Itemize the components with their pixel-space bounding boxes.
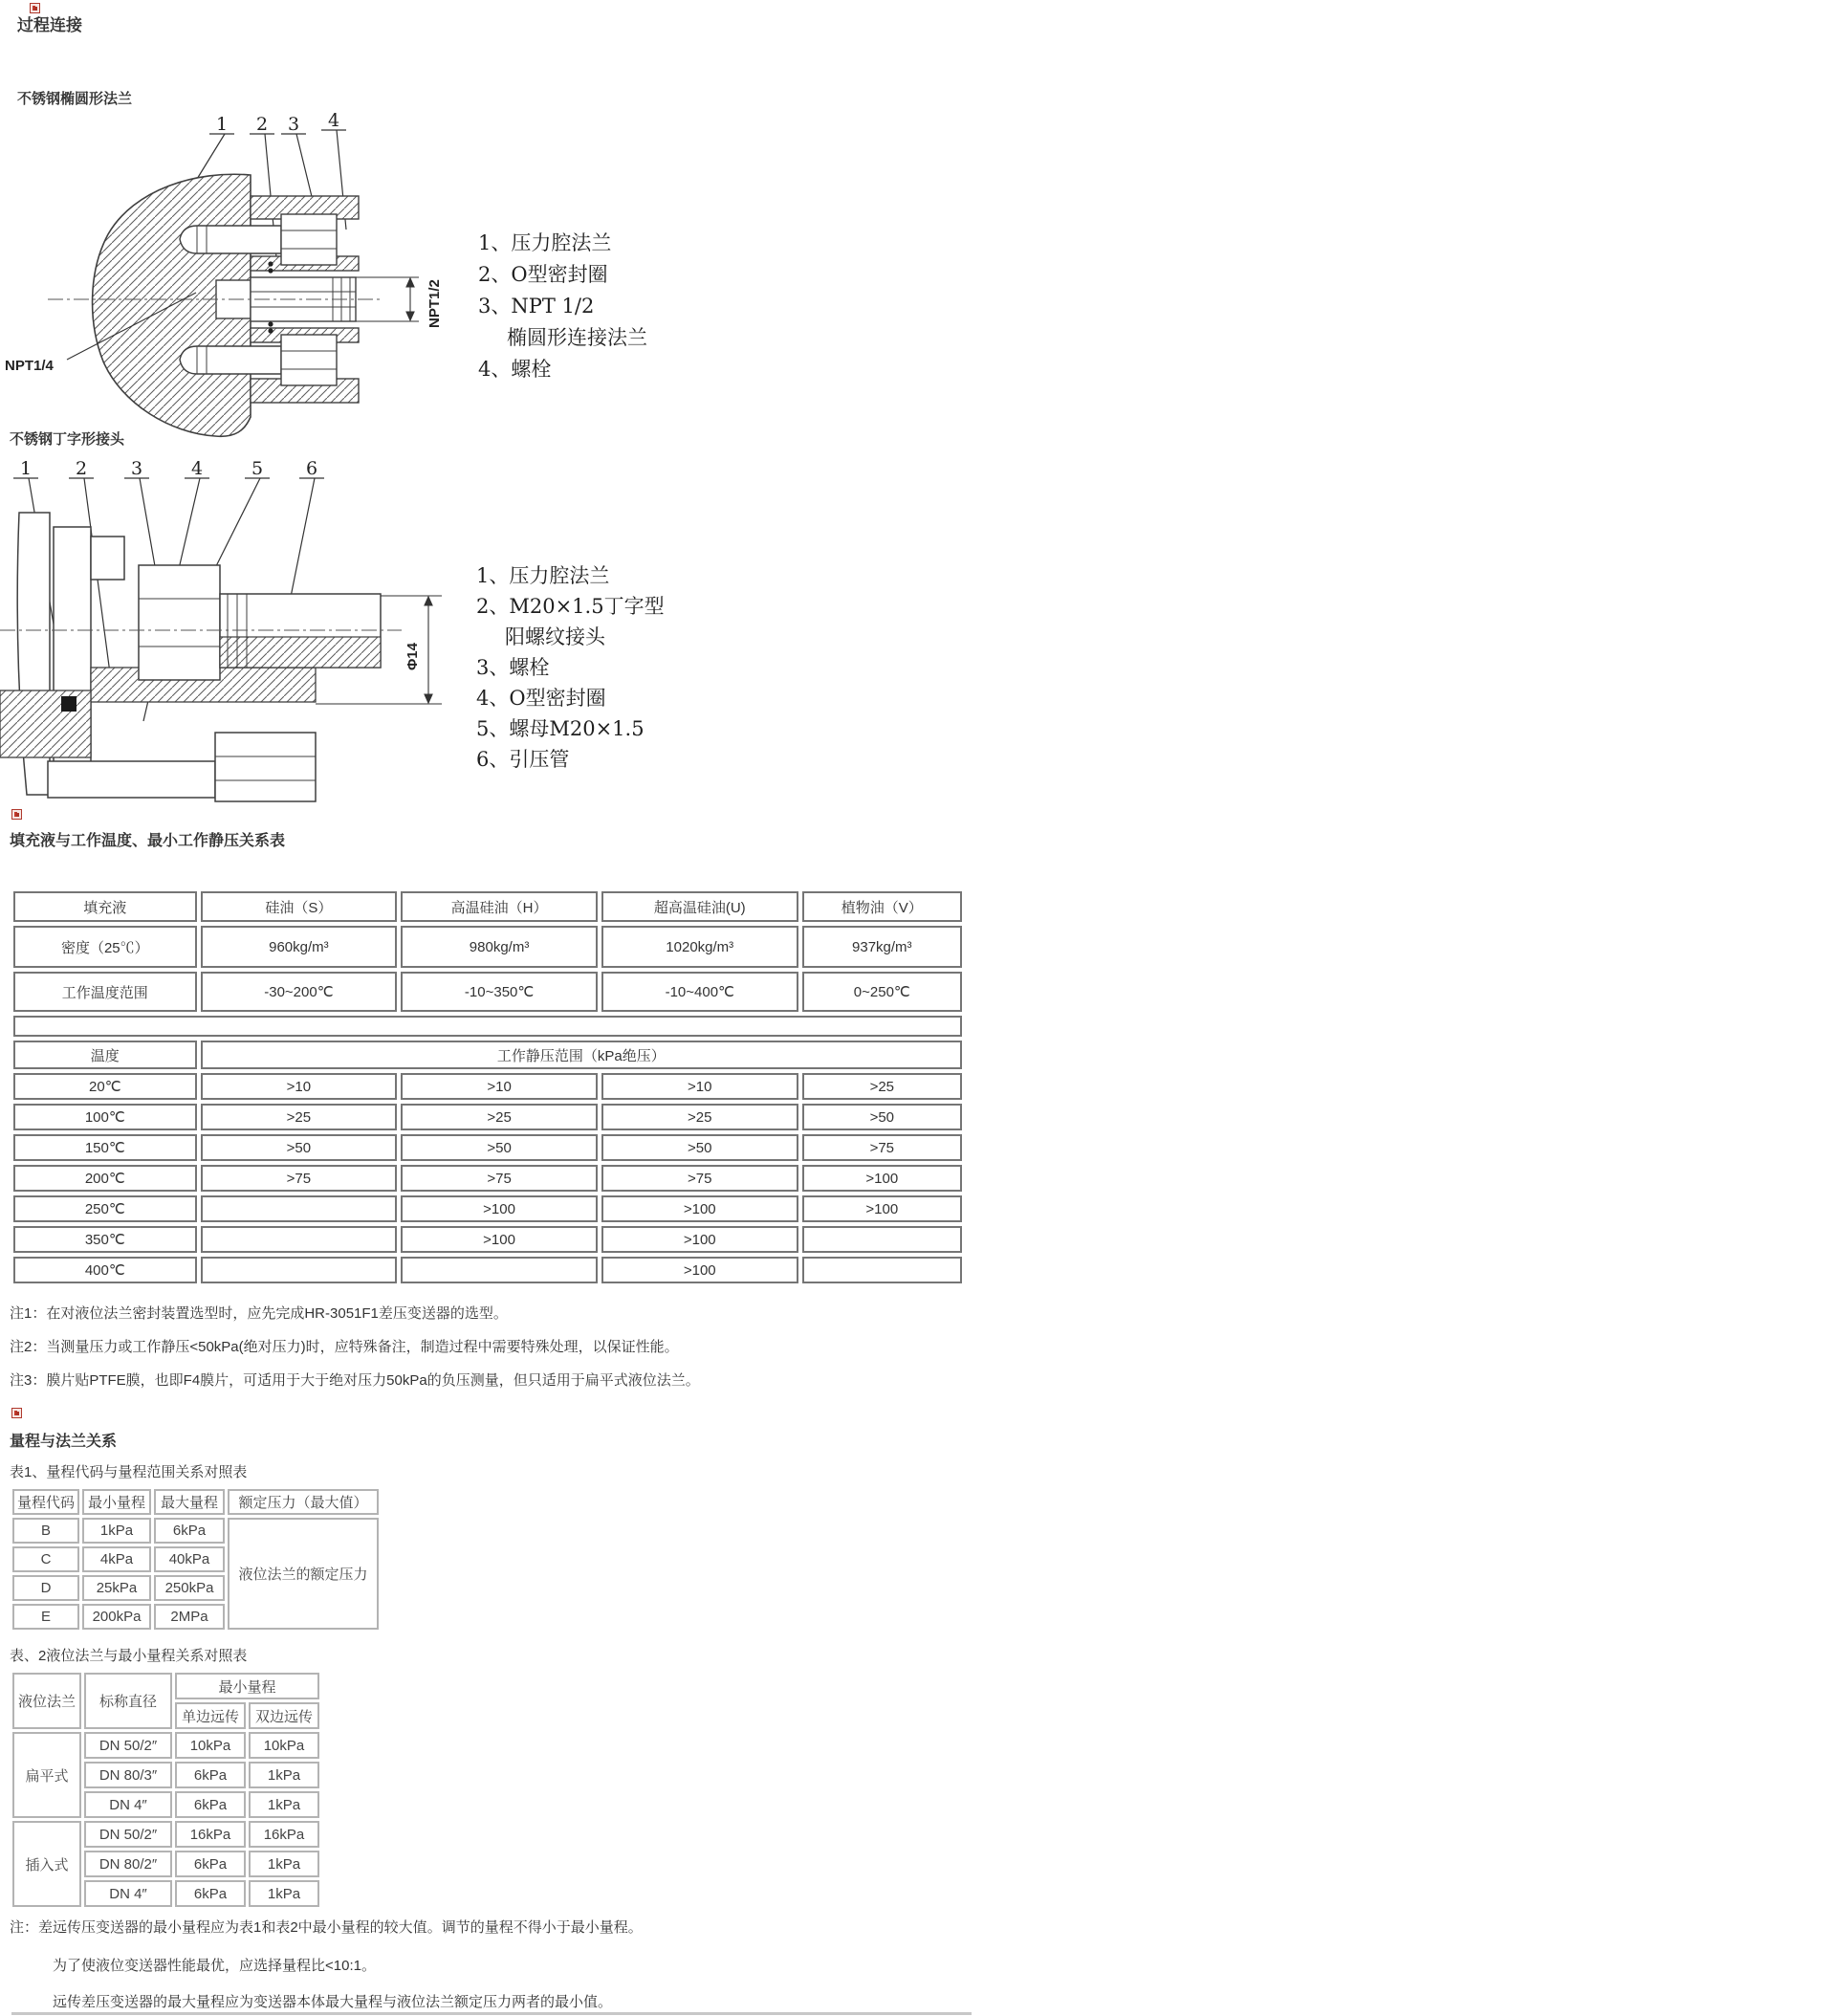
table-cell: >75 [201, 1165, 398, 1192]
table-cell: 960kg/m³ [201, 926, 398, 968]
table-row [13, 926, 962, 968]
elliptical-flange-diagram [0, 105, 488, 440]
table2-caption: 表、2液位法兰与最小量程关系对照表 [10, 1648, 248, 1664]
table-header-cell: 最大量程 [154, 1489, 225, 1515]
table-cell: 10kPa [175, 1732, 246, 1759]
table-header-cell: 标称直径 [84, 1673, 172, 1729]
table-cell-empty [13, 1016, 962, 1037]
table-cell: 1kPa [249, 1880, 319, 1907]
table-cell: C [12, 1546, 79, 1572]
flange-min-range-table [10, 1670, 322, 1910]
table-row [13, 891, 962, 922]
table-merged-cell: 插入式 [12, 1821, 81, 1907]
table-row [13, 1226, 962, 1253]
table-cell: >100 [601, 1226, 798, 1253]
table-cell: E [12, 1604, 79, 1630]
note-1: 注1：在对液位法兰密封装置选型时，应先完成HR-3051F1差压变送器的选型。 [10, 1305, 508, 1322]
legend-item-wrap: 椭圆形连接法兰 [507, 326, 647, 349]
table-row [12, 1518, 379, 1544]
legend-item-wrap: 阳螺纹接头 [505, 625, 605, 648]
table-cell [401, 1257, 598, 1283]
table-header-cell: 液位法兰 [12, 1673, 81, 1729]
legend-item: 4、O型密封圈 [476, 687, 606, 710]
table-row [13, 1041, 962, 1069]
table-row [12, 1673, 319, 1699]
legend-item: 5、螺母M20×1.5 [476, 717, 645, 740]
legend-item: 2、O型密封圈 [478, 263, 608, 286]
table-header-cell: 填充液 [13, 891, 197, 922]
table-cell: 6kPa [175, 1791, 246, 1818]
table-cell: 1kPa [249, 1762, 319, 1788]
table-cell [201, 1226, 398, 1253]
table-header-cell: 单边远传 [175, 1702, 246, 1729]
npt12-dimension [356, 277, 443, 328]
table-cell: DN 4″ [84, 1880, 172, 1907]
table-cell: 350℃ [13, 1226, 197, 1253]
range-flange-title: 量程与法兰关系 [10, 1434, 118, 1450]
table-cell: >50 [401, 1134, 598, 1161]
table-cell: 1kPa [82, 1518, 151, 1544]
table-row [13, 1134, 962, 1161]
table-header-cell: 双边远传 [249, 1702, 319, 1729]
table-cell: 40kPa [154, 1546, 225, 1572]
table-cell: 937kg/m³ [802, 926, 962, 968]
npt12-label: NPT1/2 [426, 279, 443, 328]
callout-1: 1 [20, 458, 33, 479]
table-cell: 400℃ [13, 1257, 197, 1283]
table-cell: -10~350℃ [401, 972, 598, 1012]
t-joint-diagram [0, 455, 459, 805]
table-header-cell: 最小量程 [82, 1489, 151, 1515]
diagram1-label: 不锈钢椭圆形法兰 [17, 91, 133, 107]
table-row [13, 1195, 962, 1222]
table-cell: DN 4″ [84, 1791, 172, 1818]
table-row [13, 1104, 962, 1130]
table-cell: 1kPa [249, 1851, 319, 1877]
bottom-note-3: 远传差压变送器的最大量程应为变送器本体最大量程与液位法兰额定压力两者的最小值。 [53, 1994, 613, 2010]
table-cell: 密度（25℃） [13, 926, 197, 968]
fill-fluid-title: 填充液与工作温度、最小工作静压关系表 [10, 833, 286, 849]
table-header-cell: 硅油（S） [201, 891, 398, 922]
callout-3: 3 [288, 114, 300, 135]
callout-4: 4 [191, 458, 204, 479]
table-cell: 6kPa [175, 1880, 246, 1907]
table-cell: 250℃ [13, 1195, 197, 1222]
table-cell [201, 1195, 398, 1222]
table-cell: >10 [401, 1073, 598, 1100]
table-cell: DN 50/2″ [84, 1821, 172, 1848]
table1-caption: 表1、量程代码与量程范围关系对照表 [10, 1464, 248, 1480]
npt14-label: NPT1/4 [5, 358, 54, 374]
section-ornament-icon [11, 1408, 22, 1418]
legend-item: 1、压力腔法兰 [476, 564, 610, 587]
table-cell: >100 [601, 1257, 798, 1283]
table-header-cell: 植物油（V） [802, 891, 962, 922]
table-cell: >75 [802, 1134, 962, 1161]
table-cell: 20℃ [13, 1073, 197, 1100]
table-row [12, 1821, 319, 1848]
table-cell: DN 80/3″ [84, 1762, 172, 1788]
diagram2-label: 不锈钢丁字形接头 [10, 431, 125, 448]
callout-2: 2 [256, 114, 269, 135]
section-ornament-icon [11, 809, 22, 820]
table-cell: 6kPa [154, 1518, 225, 1544]
callout-4: 4 [328, 110, 340, 131]
dia14-label: Φ14 [404, 643, 421, 670]
diagram1-legend [478, 228, 647, 385]
table-cell: >50 [601, 1134, 798, 1161]
table-cell: >25 [201, 1104, 398, 1130]
table-cell: 工作温度范围 [13, 972, 197, 1012]
table-cell: D [12, 1575, 79, 1601]
table-cell: 200kPa [82, 1604, 151, 1630]
legend-item: 4、螺栓 [478, 358, 552, 381]
table-cell: 200℃ [13, 1165, 197, 1192]
note-3: 注3：膜片贴PTFE膜，也即F4膜片，可适用于大于绝对压力50kPa的负压测量，但只适用于扁平式液位法兰。 [10, 1372, 700, 1389]
table-header-cell: 高温硅油（H） [401, 891, 598, 922]
table-cell [802, 1257, 962, 1283]
table-row [13, 1165, 962, 1192]
table-cell: >25 [802, 1073, 962, 1100]
table-cell: DN 80/2″ [84, 1851, 172, 1877]
table-cell: 6kPa [175, 1762, 246, 1788]
legend-item: 3、NPT 1/2 [478, 295, 595, 318]
table-cell: >10 [601, 1073, 798, 1100]
cutoff-content [11, 2012, 972, 2015]
table-cell: -10~400℃ [601, 972, 798, 1012]
table-header-cell: 温度 [13, 1041, 197, 1069]
table-row [12, 1489, 379, 1515]
table-cell: B [12, 1518, 79, 1544]
legend-item: 6、引压管 [476, 748, 570, 771]
legend-item: 1、压力腔法兰 [478, 231, 612, 254]
table-cell: >100 [401, 1195, 598, 1222]
table-merged-cell: 液位法兰的额定压力 [228, 1518, 379, 1630]
table-cell: DN 50/2″ [84, 1732, 172, 1759]
bottom-note-2: 为了使液位变送器性能最优，应选择量程比<10:1。 [53, 1958, 376, 1974]
table-spacer-row [13, 1016, 962, 1037]
table-row [13, 1073, 962, 1100]
table-cell: 250kPa [154, 1575, 225, 1601]
table-row [12, 1732, 319, 1759]
table-cell: 4kPa [82, 1546, 151, 1572]
table-row [13, 972, 962, 1012]
callout-3: 3 [131, 458, 143, 479]
table-cell: >100 [601, 1195, 798, 1222]
table-cell: >100 [401, 1226, 598, 1253]
table-cell: 16kPa [175, 1821, 246, 1848]
table-cell: >50 [201, 1134, 398, 1161]
bottom-note-1: 注：差远传压变送器的最小量程应为表1和表2中最小量程的较大值。调节的量程不得小于最小量程。 [10, 1919, 643, 1936]
table-cell: 100℃ [13, 1104, 197, 1130]
legend-item: 2、M20×1.5丁字型 [476, 595, 665, 618]
table-cell [802, 1226, 962, 1253]
callout-5: 5 [251, 458, 264, 479]
table-cell: 2MPa [154, 1604, 225, 1630]
table-cell: 980kg/m³ [401, 926, 598, 968]
callout-1: 1 [216, 114, 229, 135]
fill-fluid-table [10, 887, 966, 1287]
table-cell: >25 [401, 1104, 598, 1130]
table-cell: >75 [401, 1165, 598, 1192]
table-cell: 16kPa [249, 1821, 319, 1848]
table-cell: 25kPa [82, 1575, 151, 1601]
table-cell: 150℃ [13, 1134, 197, 1161]
table-cell: >25 [601, 1104, 798, 1130]
page-title: 过程连接 [17, 16, 82, 34]
table-cell: 0~250℃ [802, 972, 962, 1012]
range-code-table [10, 1486, 382, 1633]
table-cell: >50 [802, 1104, 962, 1130]
table-header-cell: 最小量程 [175, 1673, 319, 1699]
table-cell: 6kPa [175, 1851, 246, 1877]
note-2: 注2：当测量压力或工作静压<50kPa(绝对压力)时，应特殊备注，制造过程中需要特殊处理，以保证性能。 [10, 1339, 679, 1355]
legend-item: 3、螺栓 [476, 656, 550, 679]
table-cell: >100 [802, 1165, 962, 1192]
table-cell: >75 [601, 1165, 798, 1192]
table-header-cell: 超高温硅油(U) [601, 891, 798, 922]
table-row [13, 1257, 962, 1283]
table-cell [201, 1257, 398, 1283]
callout-6: 6 [306, 458, 318, 479]
table-header-cell: 工作静压范围（kPa绝压） [201, 1041, 962, 1069]
table-cell: >10 [201, 1073, 398, 1100]
nut-m20 [139, 565, 220, 680]
diagram2-legend [476, 560, 665, 775]
table-merged-cell: 扁平式 [12, 1732, 81, 1818]
callout-2: 2 [76, 458, 88, 479]
table-cell: -30~200℃ [201, 972, 398, 1012]
table-header-cell: 额定压力（最大值） [228, 1489, 379, 1515]
table-header-cell: 量程代码 [12, 1489, 79, 1515]
table-cell: >100 [802, 1195, 962, 1222]
table-cell: 1kPa [249, 1791, 319, 1818]
table-cell: 1020kg/m³ [601, 926, 798, 968]
o-ring-seal [61, 696, 76, 712]
table-cell: 10kPa [249, 1732, 319, 1759]
